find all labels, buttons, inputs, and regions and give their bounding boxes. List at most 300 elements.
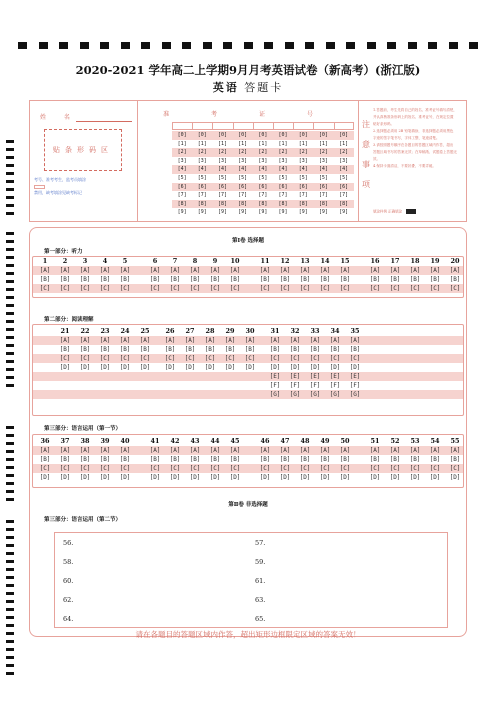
exam-digit-bubble[interactable]: [3] xyxy=(177,157,187,164)
exam-digit-write-box[interactable] xyxy=(192,122,212,130)
exam-digit-bubble[interactable]: [8] xyxy=(278,200,288,207)
answer-bubble[interactable]: [C] xyxy=(139,355,151,362)
answer-bubble[interactable]: [D] xyxy=(429,474,441,481)
answer-bubble[interactable]: [D] xyxy=(59,474,71,481)
exam-digit-bubble[interactable]: [8] xyxy=(339,200,349,207)
exam-digit-bubble[interactable]: [3] xyxy=(278,157,288,164)
answer-bubble[interactable]: [D] xyxy=(339,474,351,481)
exam-digit-write-box[interactable] xyxy=(293,122,313,130)
exam-digit-bubble[interactable]: [8] xyxy=(298,200,308,207)
answer-bubble[interactable]: [B] xyxy=(204,346,216,353)
answer-bubble[interactable]: [B] xyxy=(224,346,236,353)
answer-bubble[interactable]: [C] xyxy=(99,465,111,472)
answer-bubble[interactable]: [D] xyxy=(149,474,161,481)
answer-bubble[interactable]: [A] xyxy=(449,267,461,274)
exam-digit-bubble[interactable]: [0] xyxy=(278,132,288,138)
answer-bubble[interactable]: [A] xyxy=(59,267,71,274)
exam-digit-write-box[interactable] xyxy=(172,122,192,130)
answer-bubble[interactable]: [C] xyxy=(269,355,281,362)
answer-bubble[interactable]: [F] xyxy=(269,382,281,389)
answer-bubble[interactable]: [B] xyxy=(119,346,131,353)
answer-bubble[interactable]: [D] xyxy=(259,474,271,481)
answer-bubble[interactable]: [C] xyxy=(169,465,181,472)
exam-digit-bubble[interactable]: [2] xyxy=(238,149,248,156)
exam-digit-bubble[interactable]: [1] xyxy=(258,140,268,147)
answer-bubble[interactable]: [A] xyxy=(164,337,176,344)
answer-bubble[interactable]: [D] xyxy=(79,474,91,481)
answer-bubble[interactable]: [E] xyxy=(289,373,301,380)
exam-digit-bubble[interactable]: [1] xyxy=(217,140,227,147)
exam-digit-bubble[interactable]: [5] xyxy=(318,174,328,181)
answer-bubble[interactable]: [D] xyxy=(99,364,111,371)
answer-bubble[interactable]: [A] xyxy=(99,447,111,454)
answer-bubble[interactable]: [G] xyxy=(329,391,341,398)
answer-bubble[interactable]: [A] xyxy=(279,267,291,274)
answer-bubble[interactable]: [A] xyxy=(204,337,216,344)
answer-bubble[interactable]: [C] xyxy=(79,355,91,362)
exam-digit-bubble[interactable]: [9] xyxy=(258,209,268,216)
exam-digit-bubble[interactable]: [4] xyxy=(298,166,308,173)
exam-digit-write-box[interactable] xyxy=(253,122,273,130)
answer-bubble[interactable]: [B] xyxy=(329,346,341,353)
answer-bubble[interactable]: [B] xyxy=(99,346,111,353)
part3-block[interactable] xyxy=(32,434,464,488)
exam-digit-bubble[interactable]: [1] xyxy=(298,140,308,147)
answer-bubble[interactable]: [B] xyxy=(259,456,271,463)
answer-bubble[interactable]: [A] xyxy=(319,447,331,454)
exam-digit-bubble[interactable]: [6] xyxy=(217,183,227,190)
exam-digit-write-box[interactable] xyxy=(313,122,333,130)
answer-bubble[interactable]: [B] xyxy=(339,276,351,283)
answer-bubble[interactable]: [A] xyxy=(449,447,461,454)
exam-digit-bubble[interactable]: [8] xyxy=(258,200,268,207)
answer-bubble[interactable]: [E] xyxy=(329,373,341,380)
answer-bubble[interactable]: [D] xyxy=(319,474,331,481)
exam-digit-bubble[interactable]: [6] xyxy=(258,183,268,190)
answer-bubble[interactable]: [D] xyxy=(369,474,381,481)
answer-bubble[interactable]: [C] xyxy=(149,285,161,292)
answer-bubble[interactable]: [C] xyxy=(309,355,321,362)
answer-bubble[interactable]: [E] xyxy=(309,373,321,380)
answer-bubble[interactable]: [G] xyxy=(269,391,281,398)
exam-digit-bubble[interactable]: [4] xyxy=(318,166,328,173)
answer-bubble[interactable]: [B] xyxy=(279,456,291,463)
exam-digit-bubble[interactable]: [2] xyxy=(177,149,187,156)
answer-bubble[interactable]: [C] xyxy=(229,285,241,292)
exam-digit-bubble[interactable]: [0] xyxy=(298,132,308,138)
exam-digit-bubble[interactable]: [4] xyxy=(278,166,288,173)
answer-bubble[interactable]: [C] xyxy=(189,465,201,472)
answer-bubble[interactable]: [D] xyxy=(279,474,291,481)
exam-digit-bubble[interactable]: [8] xyxy=(318,200,328,207)
answer-bubble[interactable]: [B] xyxy=(79,456,91,463)
answer-bubble[interactable]: [C] xyxy=(99,355,111,362)
answer-bubble[interactable]: [A] xyxy=(39,447,51,454)
answer-bubble[interactable]: [D] xyxy=(79,364,91,371)
answer-bubble[interactable]: [C] xyxy=(119,285,131,292)
part1-block[interactable] xyxy=(32,256,464,298)
answer-bubble[interactable]: [B] xyxy=(39,456,51,463)
answer-bubble[interactable]: [A] xyxy=(369,267,381,274)
exam-digit-write-box[interactable] xyxy=(212,122,232,130)
answer-bubble[interactable]: [A] xyxy=(209,267,221,274)
exam-digit-bubble[interactable]: [7] xyxy=(258,192,268,199)
exam-digit-bubble[interactable]: [7] xyxy=(278,192,288,199)
answer-bubble[interactable]: [B] xyxy=(259,276,271,283)
answer-bubble[interactable]: [A] xyxy=(79,337,91,344)
answer-bubble[interactable]: [D] xyxy=(39,474,51,481)
answer-bubble[interactable]: [C] xyxy=(409,465,421,472)
answer-bubble[interactable]: [B] xyxy=(139,346,151,353)
answer-bubble[interactable]: [A] xyxy=(389,447,401,454)
exam-digit-bubble[interactable]: [2] xyxy=(318,149,328,156)
answer-bubble[interactable]: [F] xyxy=(349,382,361,389)
answer-bubble[interactable]: [C] xyxy=(279,465,291,472)
exam-digit-bubble[interactable]: [3] xyxy=(197,157,207,164)
exam-digit-bubble[interactable]: [8] xyxy=(238,200,248,207)
answer-bubble[interactable]: [B] xyxy=(319,456,331,463)
exam-digit-bubble[interactable]: [1] xyxy=(238,140,248,147)
exam-digit-bubble[interactable]: [2] xyxy=(278,149,288,156)
answer-bubble[interactable]: [D] xyxy=(59,364,71,371)
answer-bubble[interactable]: [A] xyxy=(289,337,301,344)
answer-bubble[interactable]: [A] xyxy=(189,447,201,454)
exam-digit-bubble[interactable]: [6] xyxy=(298,183,308,190)
answer-bubble[interactable]: [D] xyxy=(189,474,201,481)
answer-bubble[interactable]: [B] xyxy=(184,346,196,353)
answer-bubble[interactable]: [C] xyxy=(39,285,51,292)
answer-bubble[interactable]: [A] xyxy=(149,447,161,454)
answer-bubble[interactable]: [B] xyxy=(164,346,176,353)
answer-bubble[interactable]: [D] xyxy=(139,364,151,371)
answer-bubble[interactable]: [A] xyxy=(409,267,421,274)
answer-bubble[interactable]: [A] xyxy=(409,447,421,454)
exam-digit-bubble[interactable]: [9] xyxy=(278,209,288,216)
answer-bubble[interactable]: [C] xyxy=(39,465,51,472)
answer-bubble[interactable]: [A] xyxy=(329,337,341,344)
exam-digit-bubble[interactable]: [8] xyxy=(197,200,207,207)
part2-block[interactable] xyxy=(32,324,464,416)
answer-bubble[interactable]: [B] xyxy=(369,276,381,283)
answer-bubble[interactable]: [D] xyxy=(329,364,341,371)
answer-bubble[interactable]: [D] xyxy=(244,364,256,371)
exam-digit-write-box[interactable] xyxy=(233,122,253,130)
answer-bubble[interactable]: [B] xyxy=(409,276,421,283)
answer-bubble[interactable]: [A] xyxy=(244,337,256,344)
answer-bubble[interactable]: [B] xyxy=(59,276,71,283)
answer-bubble[interactable]: [B] xyxy=(189,456,201,463)
answer-bubble[interactable]: [C] xyxy=(429,285,441,292)
exam-digit-bubble[interactable]: [0] xyxy=(258,132,268,138)
answer-bubble[interactable]: [C] xyxy=(59,355,71,362)
answer-bubble[interactable]: [A] xyxy=(229,267,241,274)
exam-digit-bubble[interactable]: [9] xyxy=(318,209,328,216)
answer-bubble[interactable]: [A] xyxy=(429,267,441,274)
answer-bubble[interactable]: [B] xyxy=(39,276,51,283)
answer-bubble[interactable]: [B] xyxy=(209,456,221,463)
answer-bubble[interactable]: [B] xyxy=(319,276,331,283)
answer-bubble[interactable]: [C] xyxy=(59,465,71,472)
answer-bubble[interactable]: [A] xyxy=(259,267,271,274)
exam-digit-bubble[interactable]: [5] xyxy=(238,174,248,181)
answer-bubble[interactable]: [C] xyxy=(169,285,181,292)
answer-bubble[interactable]: [C] xyxy=(119,355,131,362)
answer-bubble[interactable]: [F] xyxy=(289,382,301,389)
exam-digit-bubble[interactable]: [7] xyxy=(298,192,308,199)
exam-digit-bubble[interactable]: [9] xyxy=(217,209,227,216)
exam-digit-bubble[interactable]: [7] xyxy=(217,192,227,199)
answer-bubble[interactable]: [A] xyxy=(184,337,196,344)
answer-bubble[interactable]: [D] xyxy=(164,364,176,371)
answer-bubble[interactable]: [C] xyxy=(339,465,351,472)
answer-bubble[interactable]: [A] xyxy=(319,267,331,274)
answer-bubble[interactable]: [B] xyxy=(429,456,441,463)
answer-bubble[interactable]: [D] xyxy=(184,364,196,371)
exam-digit-bubble[interactable]: [0] xyxy=(238,132,248,138)
exam-digit-bubble[interactable]: [4] xyxy=(197,166,207,173)
answer-bubble[interactable]: [C] xyxy=(259,285,271,292)
exam-number-write-boxes[interactable] xyxy=(172,122,354,130)
answer-bubble[interactable]: [C] xyxy=(209,465,221,472)
answer-bubble[interactable]: [B] xyxy=(269,346,281,353)
exam-digit-bubble[interactable]: [3] xyxy=(339,157,349,164)
answer-bubble[interactable]: [D] xyxy=(409,474,421,481)
answer-bubble[interactable]: [C] xyxy=(319,285,331,292)
answer-bubble[interactable]: [C] xyxy=(349,355,361,362)
answer-bubble[interactable]: [A] xyxy=(429,447,441,454)
exam-digit-bubble[interactable]: [3] xyxy=(258,157,268,164)
answer-bubble[interactable]: [G] xyxy=(309,391,321,398)
exam-digit-bubble[interactable]: [2] xyxy=(197,149,207,156)
exam-digit-bubble[interactable]: [2] xyxy=(298,149,308,156)
answer-bubble[interactable]: [C] xyxy=(389,285,401,292)
exam-digit-bubble[interactable]: [8] xyxy=(217,200,227,207)
answer-bubble[interactable]: [B] xyxy=(349,346,361,353)
answer-bubble[interactable]: [C] xyxy=(389,465,401,472)
exam-digit-bubble[interactable]: [7] xyxy=(339,192,349,199)
answer-bubble[interactable]: [D] xyxy=(229,474,241,481)
answer-bubble[interactable]: [B] xyxy=(299,456,311,463)
answer-bubble[interactable]: [C] xyxy=(369,285,381,292)
name-field[interactable] xyxy=(76,121,132,122)
answer-bubble[interactable]: [A] xyxy=(299,447,311,454)
answer-bubble[interactable]: [A] xyxy=(79,447,91,454)
exam-digit-bubble[interactable]: [0] xyxy=(177,132,187,138)
exam-digit-bubble[interactable]: [6] xyxy=(177,183,187,190)
answer-bubble[interactable]: [G] xyxy=(289,391,301,398)
exam-digit-bubble[interactable]: [2] xyxy=(258,149,268,156)
answer-bubble[interactable]: [A] xyxy=(169,267,181,274)
answer-bubble[interactable]: [A] xyxy=(99,267,111,274)
exam-digit-bubble[interactable]: [3] xyxy=(217,157,227,164)
answer-bubble[interactable]: [C] xyxy=(224,355,236,362)
exam-digit-bubble[interactable]: [2] xyxy=(339,149,349,156)
answer-bubble[interactable]: [B] xyxy=(149,456,161,463)
answer-bubble[interactable]: [B] xyxy=(99,456,111,463)
answer-bubble[interactable]: [C] xyxy=(279,285,291,292)
answer-bubble[interactable]: [A] xyxy=(79,267,91,274)
answer-bubble[interactable]: [C] xyxy=(79,285,91,292)
answer-bubble[interactable]: [A] xyxy=(189,267,201,274)
answer-bubble[interactable]: [A] xyxy=(389,267,401,274)
answer-bubble[interactable]: [A] xyxy=(99,337,111,344)
answer-bubble[interactable]: [C] xyxy=(339,285,351,292)
exam-digit-bubble[interactable]: [7] xyxy=(197,192,207,199)
answer-bubble[interactable]: [D] xyxy=(169,474,181,481)
answer-bubble[interactable]: [B] xyxy=(449,456,461,463)
answer-bubble[interactable]: [D] xyxy=(309,364,321,371)
answer-bubble[interactable]: [C] xyxy=(289,355,301,362)
answer-bubble[interactable]: [B] xyxy=(244,346,256,353)
exam-digit-bubble[interactable]: [3] xyxy=(298,157,308,164)
exam-digit-bubble[interactable]: [4] xyxy=(177,166,187,173)
answer-bubble[interactable]: [C] xyxy=(259,465,271,472)
answer-bubble[interactable]: [C] xyxy=(299,285,311,292)
exam-digit-bubble[interactable]: [7] xyxy=(318,192,328,199)
exam-digit-bubble[interactable]: [5] xyxy=(197,174,207,181)
answer-bubble[interactable]: [C] xyxy=(119,465,131,472)
exam-digit-bubble[interactable]: [7] xyxy=(238,192,248,199)
answer-bubble[interactable]: [A] xyxy=(369,447,381,454)
answer-bubble[interactable]: [D] xyxy=(349,364,361,371)
answer-bubble[interactable]: [B] xyxy=(169,456,181,463)
answer-bubble[interactable]: [F] xyxy=(329,382,341,389)
answer-bubble[interactable]: [C] xyxy=(164,355,176,362)
answer-bubble[interactable]: [A] xyxy=(339,267,351,274)
answer-bubble[interactable]: [B] xyxy=(229,456,241,463)
exam-digit-bubble[interactable]: [5] xyxy=(177,174,187,181)
answer-bubble[interactable]: [D] xyxy=(119,364,131,371)
exam-digit-bubble[interactable]: [9] xyxy=(339,209,349,216)
answer-bubble[interactable]: [B] xyxy=(369,456,381,463)
answer-bubble[interactable]: [E] xyxy=(269,373,281,380)
exam-digit-bubble[interactable]: [4] xyxy=(238,166,248,173)
exam-digit-bubble[interactable]: [9] xyxy=(298,209,308,216)
answer-bubble[interactable]: [C] xyxy=(409,285,421,292)
answer-bubble[interactable]: [A] xyxy=(169,447,181,454)
answer-bubble[interactable]: [D] xyxy=(224,364,236,371)
exam-digit-bubble[interactable]: [7] xyxy=(177,192,187,199)
answer-bubble[interactable]: [B] xyxy=(209,276,221,283)
answer-bubble[interactable]: [C] xyxy=(429,465,441,472)
answer-bubble[interactable]: [A] xyxy=(224,337,236,344)
answer-bubble[interactable]: [A] xyxy=(59,337,71,344)
absent-mark-box[interactable] xyxy=(34,185,45,189)
answer-bubble[interactable]: [B] xyxy=(389,276,401,283)
answer-bubble[interactable]: [D] xyxy=(289,364,301,371)
answer-bubble[interactable]: [G] xyxy=(349,391,361,398)
exam-digit-bubble[interactable]: [5] xyxy=(298,174,308,181)
exam-digit-bubble[interactable]: [6] xyxy=(339,183,349,190)
exam-digit-bubble[interactable]: [1] xyxy=(318,140,328,147)
answer-bubble[interactable]: [C] xyxy=(209,285,221,292)
exam-digit-bubble[interactable]: [2] xyxy=(217,149,227,156)
answer-bubble[interactable]: [B] xyxy=(279,276,291,283)
exam-digit-write-box[interactable] xyxy=(334,122,354,130)
answer-bubble[interactable]: [C] xyxy=(204,355,216,362)
answer-bubble[interactable]: [C] xyxy=(329,355,341,362)
answer-bubble[interactable]: [C] xyxy=(59,285,71,292)
exam-digit-bubble[interactable]: [4] xyxy=(217,166,227,173)
answer-bubble[interactable]: [B] xyxy=(59,346,71,353)
answer-bubble[interactable]: [B] xyxy=(149,276,161,283)
exam-digit-bubble[interactable]: [1] xyxy=(339,140,349,147)
answer-bubble[interactable]: [B] xyxy=(189,276,201,283)
exam-digit-bubble[interactable]: [0] xyxy=(339,132,349,138)
answer-bubble[interactable]: [A] xyxy=(269,337,281,344)
exam-digit-bubble[interactable]: [8] xyxy=(177,200,187,207)
answer-bubble[interactable]: [A] xyxy=(339,447,351,454)
exam-digit-bubble[interactable]: [6] xyxy=(318,183,328,190)
exam-digit-bubble[interactable]: [5] xyxy=(258,174,268,181)
answer-bubble[interactable]: [C] xyxy=(449,465,461,472)
exam-digit-bubble[interactable]: [9] xyxy=(197,209,207,216)
answer-bubble[interactable]: [A] xyxy=(229,447,241,454)
answer-bubble[interactable]: [A] xyxy=(39,267,51,274)
exam-digit-bubble[interactable]: [6] xyxy=(197,183,207,190)
answer-bubble[interactable]: [B] xyxy=(79,276,91,283)
exam-digit-bubble[interactable]: [0] xyxy=(217,132,227,138)
fill-blank-box[interactable] xyxy=(54,532,448,628)
answer-bubble[interactable]: [C] xyxy=(319,465,331,472)
answer-bubble[interactable]: [F] xyxy=(309,382,321,389)
answer-bubble[interactable]: [A] xyxy=(119,267,131,274)
exam-digit-bubble[interactable]: [3] xyxy=(238,157,248,164)
exam-digit-bubble[interactable]: [1] xyxy=(278,140,288,147)
answer-bubble[interactable]: [D] xyxy=(209,474,221,481)
answer-bubble[interactable]: [A] xyxy=(59,447,71,454)
answer-bubble[interactable]: [A] xyxy=(119,337,131,344)
answer-bubble[interactable]: [D] xyxy=(299,474,311,481)
exam-digit-bubble[interactable]: [9] xyxy=(238,209,248,216)
answer-bubble[interactable]: [C] xyxy=(244,355,256,362)
answer-bubble[interactable]: [B] xyxy=(409,456,421,463)
answer-bubble[interactable]: [A] xyxy=(209,447,221,454)
answer-bubble[interactable]: [B] xyxy=(339,456,351,463)
exam-digit-bubble[interactable]: [0] xyxy=(197,132,207,138)
answer-bubble[interactable]: [C] xyxy=(79,465,91,472)
answer-bubble[interactable]: [A] xyxy=(259,447,271,454)
answer-bubble[interactable]: [C] xyxy=(99,285,111,292)
answer-bubble[interactable]: [A] xyxy=(309,337,321,344)
answer-bubble[interactable]: [E] xyxy=(349,373,361,380)
answer-bubble[interactable]: [B] xyxy=(309,346,321,353)
exam-digit-bubble[interactable]: [6] xyxy=(238,183,248,190)
exam-digit-bubble[interactable]: [3] xyxy=(318,157,328,164)
answer-bubble[interactable]: [D] xyxy=(119,474,131,481)
exam-digit-bubble[interactable]: [5] xyxy=(339,174,349,181)
answer-bubble[interactable]: [A] xyxy=(349,337,361,344)
exam-digit-bubble[interactable]: [5] xyxy=(217,174,227,181)
answer-bubble[interactable]: [B] xyxy=(299,276,311,283)
answer-bubble[interactable]: [A] xyxy=(299,267,311,274)
exam-number-grid[interactable] xyxy=(172,131,354,217)
answer-bubble[interactable]: [A] xyxy=(139,337,151,344)
answer-bubble[interactable]: [C] xyxy=(184,355,196,362)
exam-digit-bubble[interactable]: [1] xyxy=(177,140,187,147)
answer-bubble[interactable]: [C] xyxy=(229,465,241,472)
answer-bubble[interactable]: [B] xyxy=(169,276,181,283)
answer-bubble[interactable]: [D] xyxy=(449,474,461,481)
answer-bubble[interactable]: [B] xyxy=(119,276,131,283)
answer-bubble[interactable]: [B] xyxy=(449,276,461,283)
exam-digit-bubble[interactable]: [0] xyxy=(318,132,328,138)
answer-bubble[interactable]: [A] xyxy=(149,267,161,274)
answer-bubble[interactable]: [D] xyxy=(389,474,401,481)
answer-bubble[interactable]: [B] xyxy=(229,276,241,283)
exam-digit-write-box[interactable] xyxy=(273,122,293,130)
answer-bubble[interactable]: [D] xyxy=(204,364,216,371)
